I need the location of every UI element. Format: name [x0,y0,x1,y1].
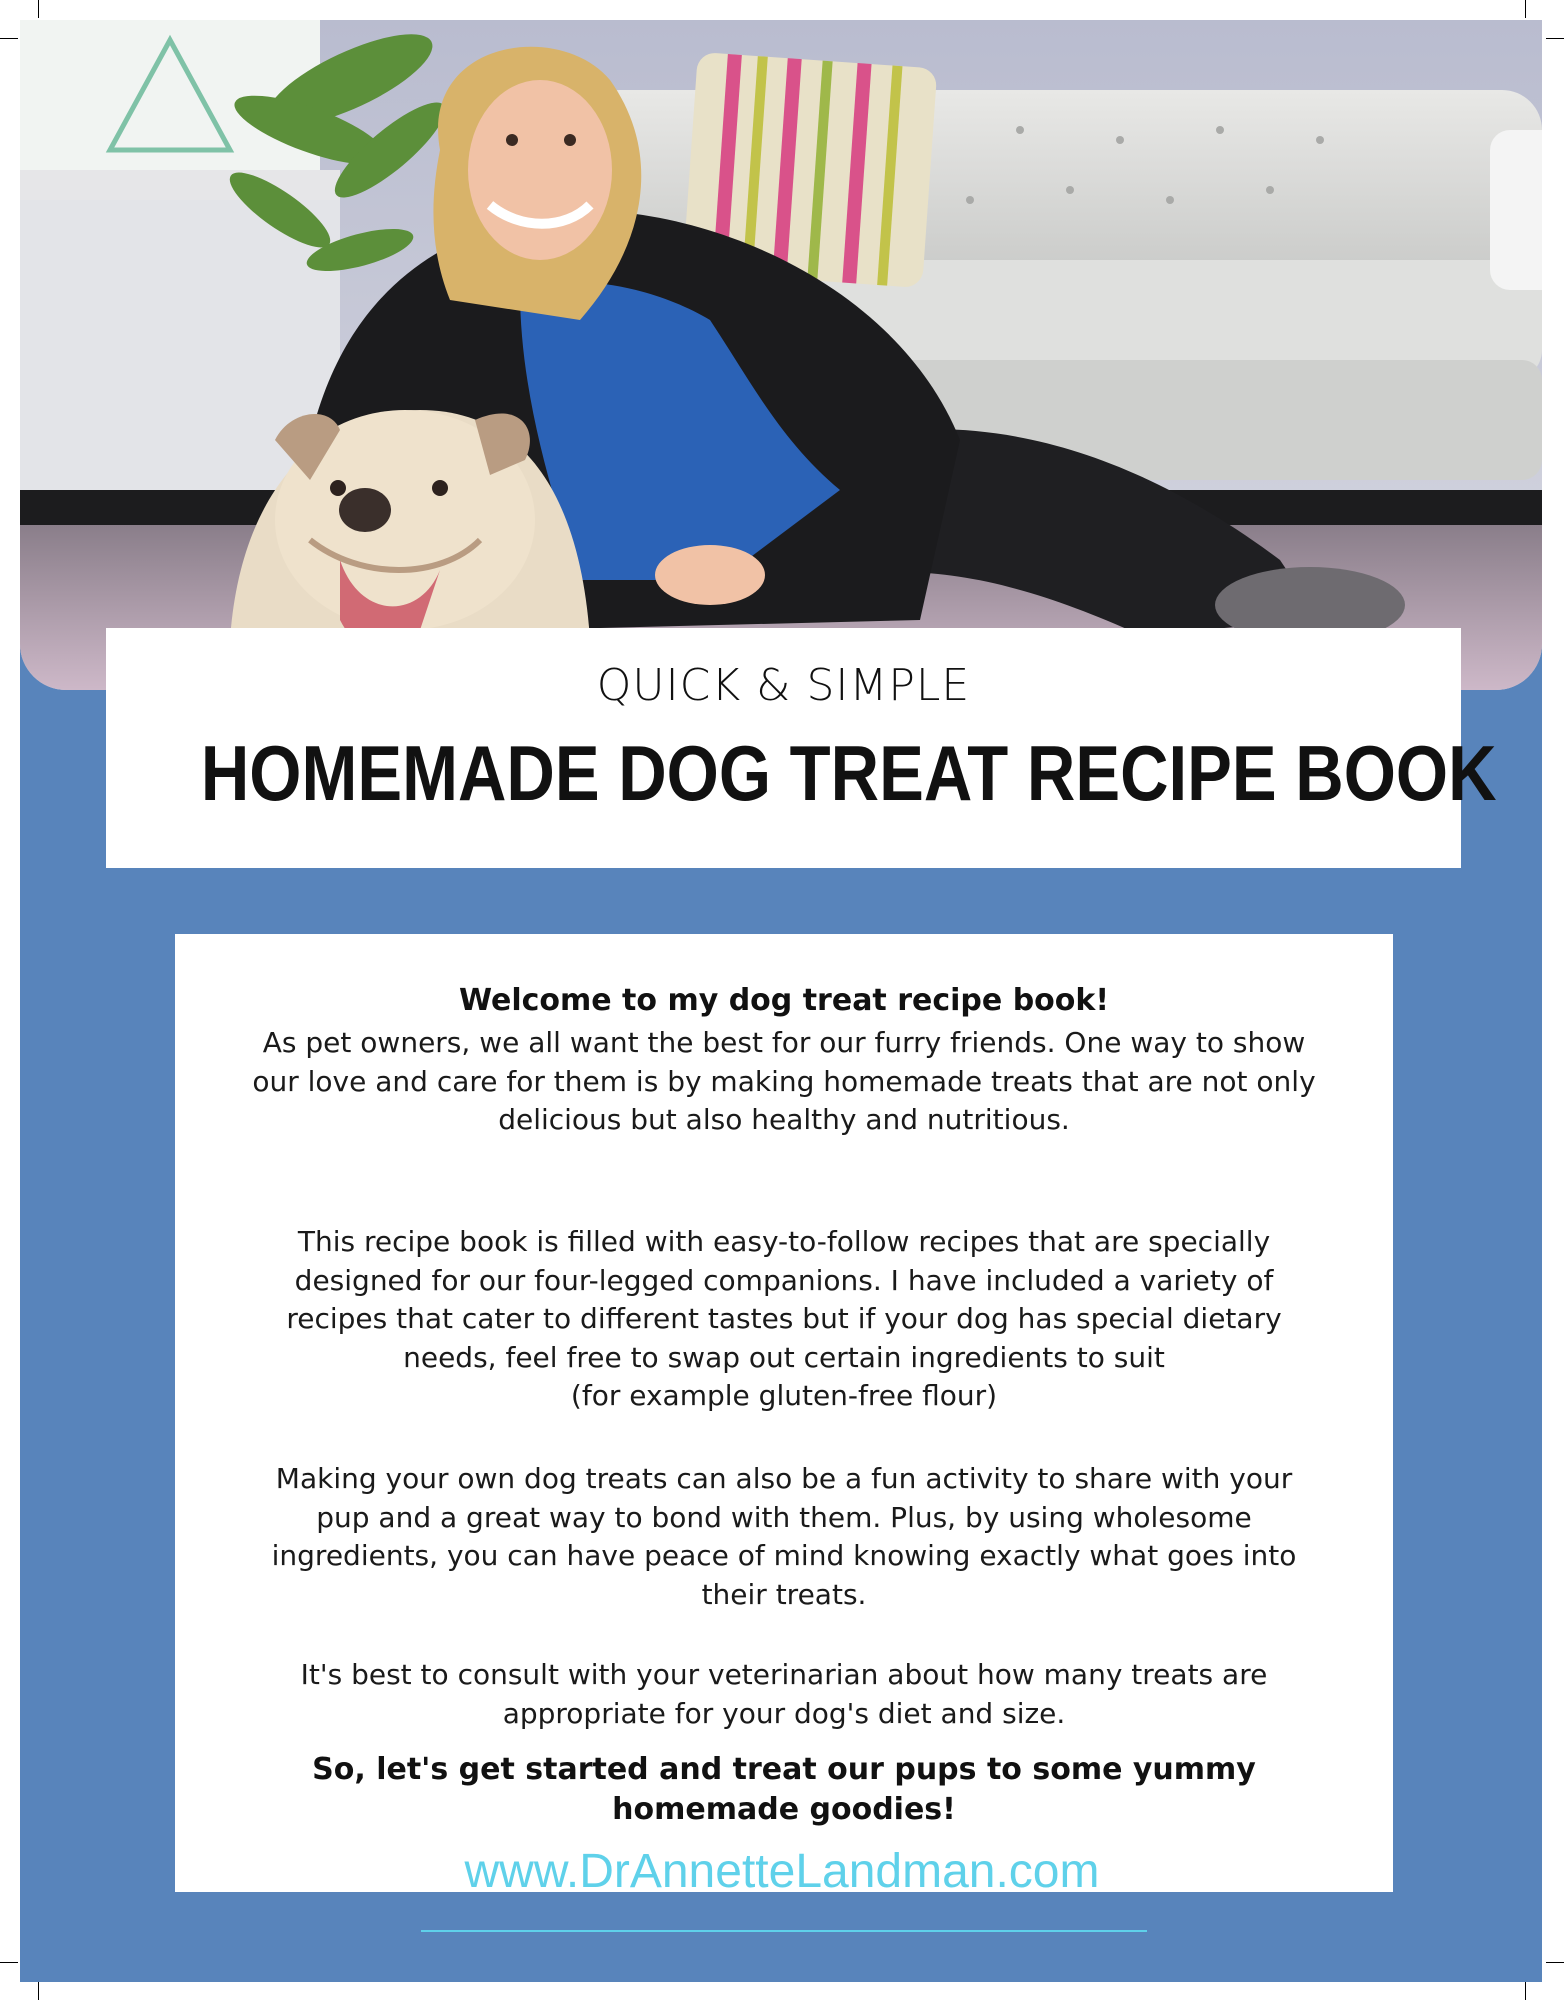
title-banner [106,628,1497,868]
closing-statement: So, let's get started and treat our pups to some yummy homemade goodies! [312,1752,1256,1827]
crop-mark [1525,1982,1526,2000]
intro-paragraph-1: As pet owners, we all want the best for our furry friends. One way to show our love and care for them is by making homemade treats that are not only delicious but also healthy and nutritious. [252,1026,1316,1136]
crop-mark [38,1982,39,2000]
cover-photo-illustration [20,20,1542,690]
crop-mark [1546,1962,1564,1963]
intro-paragraph-4: It's best to consult with your veterinarian about how many treats are appropriate for your dog's diet and size. [300,1658,1268,1730]
page-title: HOMEMADE DOG TREAT RECIPE BOOK [200,729,1497,817]
intro-paragraph-2: This recipe book is filled with easy-to-follow recipes that are specially designed for our four-legged companions. I have included a variety of recipes that cater to different tastes but if your dog has special dietary needs, feel free to swap out certain ingredients to suit (for example gluten-free flour) [286,1225,1282,1412]
subtitle: QUICK & SIMPLE [596,660,971,711]
cover-photo [20,20,1542,690]
crop-mark [0,38,18,39]
crop-mark [0,1962,18,1963]
crop-mark [1546,38,1564,39]
website-underline [421,1930,1147,1932]
intro-panel [175,934,1393,1892]
website-link[interactable]: www.DrAnnetteLandman.com [464,1845,1100,1898]
intro-paragraph-3: Making your own dog treats can also be a fun activity to share with your pup and a great way to bond with them. Plus, by using wholesome ingredients, you can have peace of mind knowing exactly what goes into their treats. [271,1462,1297,1611]
welcome-heading: Welcome to my dog treat recipe book! [458,983,1110,1018]
crop-mark [38,0,39,18]
crop-mark [1525,0,1526,18]
